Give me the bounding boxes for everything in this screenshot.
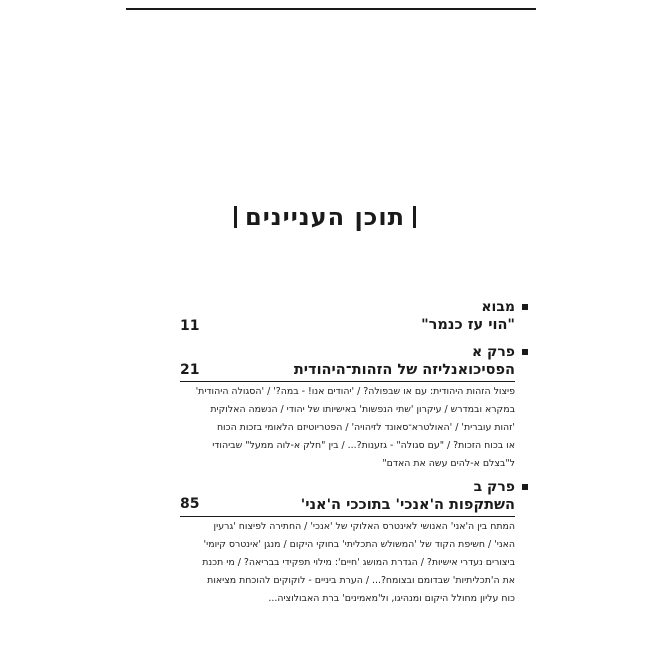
entry-label: מבוא xyxy=(481,299,515,315)
bullet-icon xyxy=(522,349,528,355)
title-bar-right xyxy=(413,206,416,228)
description-line: את ה'תכליתיות' שבדומם ובצומח?... / הערת ביניים - לוקוקים להוכחת מציאות xyxy=(207,575,515,586)
page-title xyxy=(0,203,650,231)
title-text: תוכן העניינים xyxy=(245,203,405,231)
entry-heading: השתקפות ה'אנכי' בתוככי ה'אני' xyxy=(300,497,515,513)
description-line: כוח עליון מחולל היקום ומנהיגו, ול'מאמינים' ברת האבולוציה... xyxy=(268,593,515,604)
entry-rule xyxy=(180,516,515,517)
bullet-icon xyxy=(522,304,528,310)
description-line: ביצורים נעדרי אישיות? / הגדרת המושג 'חיים': מילוי תפקידי בבריאה? / מי תכנת xyxy=(202,557,515,568)
entry-heading-row xyxy=(180,496,515,514)
entry-page-number: 11 xyxy=(180,318,200,334)
description-line: פיצול הזהות היהודית: עם או שבפולה? / 'יהודים אנו! - במה?' / 'הסגולה היהודית' xyxy=(195,386,515,397)
description-line: האני' / חשיפת הקוד של 'המשולש התכליתי' בחוקי היקום / מנגן 'אינטרס קיומי' xyxy=(203,539,515,550)
toc-entry-chapter-a xyxy=(180,343,515,473)
toc-entry-chapter-b xyxy=(180,478,515,608)
top-rule xyxy=(126,8,536,10)
entry-heading-row xyxy=(180,316,515,334)
entry-page-number: 85 xyxy=(180,496,200,512)
entry-heading: הפסיכואנליזה של הזהות־היהודית xyxy=(293,362,515,378)
entry-rule xyxy=(180,381,515,382)
description-line: במקרא ובמדרש / עיקרון 'שתי הנפשות' באישיותו של יהודי / הנשמה האלוקית xyxy=(210,404,515,415)
entry-label: פרק א xyxy=(471,344,515,360)
bullet-icon xyxy=(522,484,528,490)
entry-page-number: 21 xyxy=(180,362,200,378)
entry-description xyxy=(180,518,515,608)
description-line: או בכוח הזכות? / "עם סגולה" - גזענות?... / בין "חלק א-לוה ממעל" שביהודי xyxy=(212,440,515,451)
toc-entry-intro xyxy=(180,298,515,334)
entry-heading: "הוי עז כנמר" xyxy=(421,317,515,333)
title-bar-left xyxy=(234,206,237,228)
description-line: 'זהות עוברית' / 'האולטרא־סאונד לזיהויה' / הפטריוטיזם הלאומי בזכות הכוח xyxy=(216,422,515,433)
entry-label: פרק ב xyxy=(473,479,515,495)
description-line: ל"בצלם א-להים עשה את האדם" xyxy=(382,458,515,469)
description-line: המתח בין ה'אני' האנושי לאינטרס האלוקי של 'אנכי' / החתירה לפיצוח 'גרעין xyxy=(213,521,515,532)
entry-description xyxy=(180,383,515,473)
